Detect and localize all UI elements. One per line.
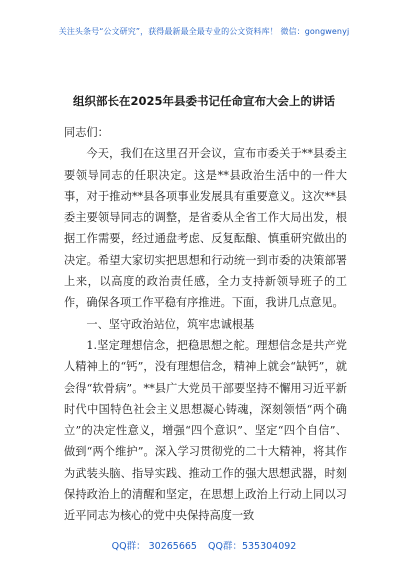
footer-contact [0,538,408,552]
intro-paragraph: 今天，我们在这里召开会议，宣布市委关于**县委主要领导同志的任职决定。这是**县政治生活中的一件大事，对于推动**县各项事业发展具有重要意义。这次**县委主要领导同志的调整，是省委从全省工作大局出发，根据工作需要，经过通盘考虑、反复酝酿、慎重研究做出的决定。希望大家切实把思想和行动统一到市委的决策部署上来，以高度的政治责任感，全力支持新领导班子的工作，确保各项工作平稳有序推进。下面，我讲几点意见。 [64,147,347,310]
salutation: 同志们： [64,126,109,139]
section-heading: 一、坚守政治站位，筑牢忠诚根基 [86,317,255,331]
promo-banner: 关注头条号“公文研究”，获得最新最全最专业的公文资料库！ 微信：gongwenyj [58,27,350,36]
document-title: 组织部长在2025年县委书记任命宣布大会上的讲话 [72,94,335,108]
qq-group-1: QQ群： 30265665 [111,541,197,552]
section-paragraph: 1.坚定理想信念，把稳思想之舵。理想信念是共产党人精神上的“钙”，没有理想信念，精神上就会“缺钙”，就会得“软骨病”。**县广大党员干部要坚持不懈用习近平新时代中国特色社会主义思想凝心铸魂，深刻领悟“两个确立”的决定性意义，增强“四个意识”、坚定“四个自信”、做到“两个维护”。深入学习贯彻党的二十大精神，将其作为武装头脑、指导实践、推动工作的强大思想武器，时刻保持政治上的清醒和坚定，在思想上政治上行动上同以习近平同志为核心的党中央保持高度一致 [64,338,347,523]
qq-group-2: QQ群：535304092 [208,541,297,552]
document-body [64,113,347,527]
